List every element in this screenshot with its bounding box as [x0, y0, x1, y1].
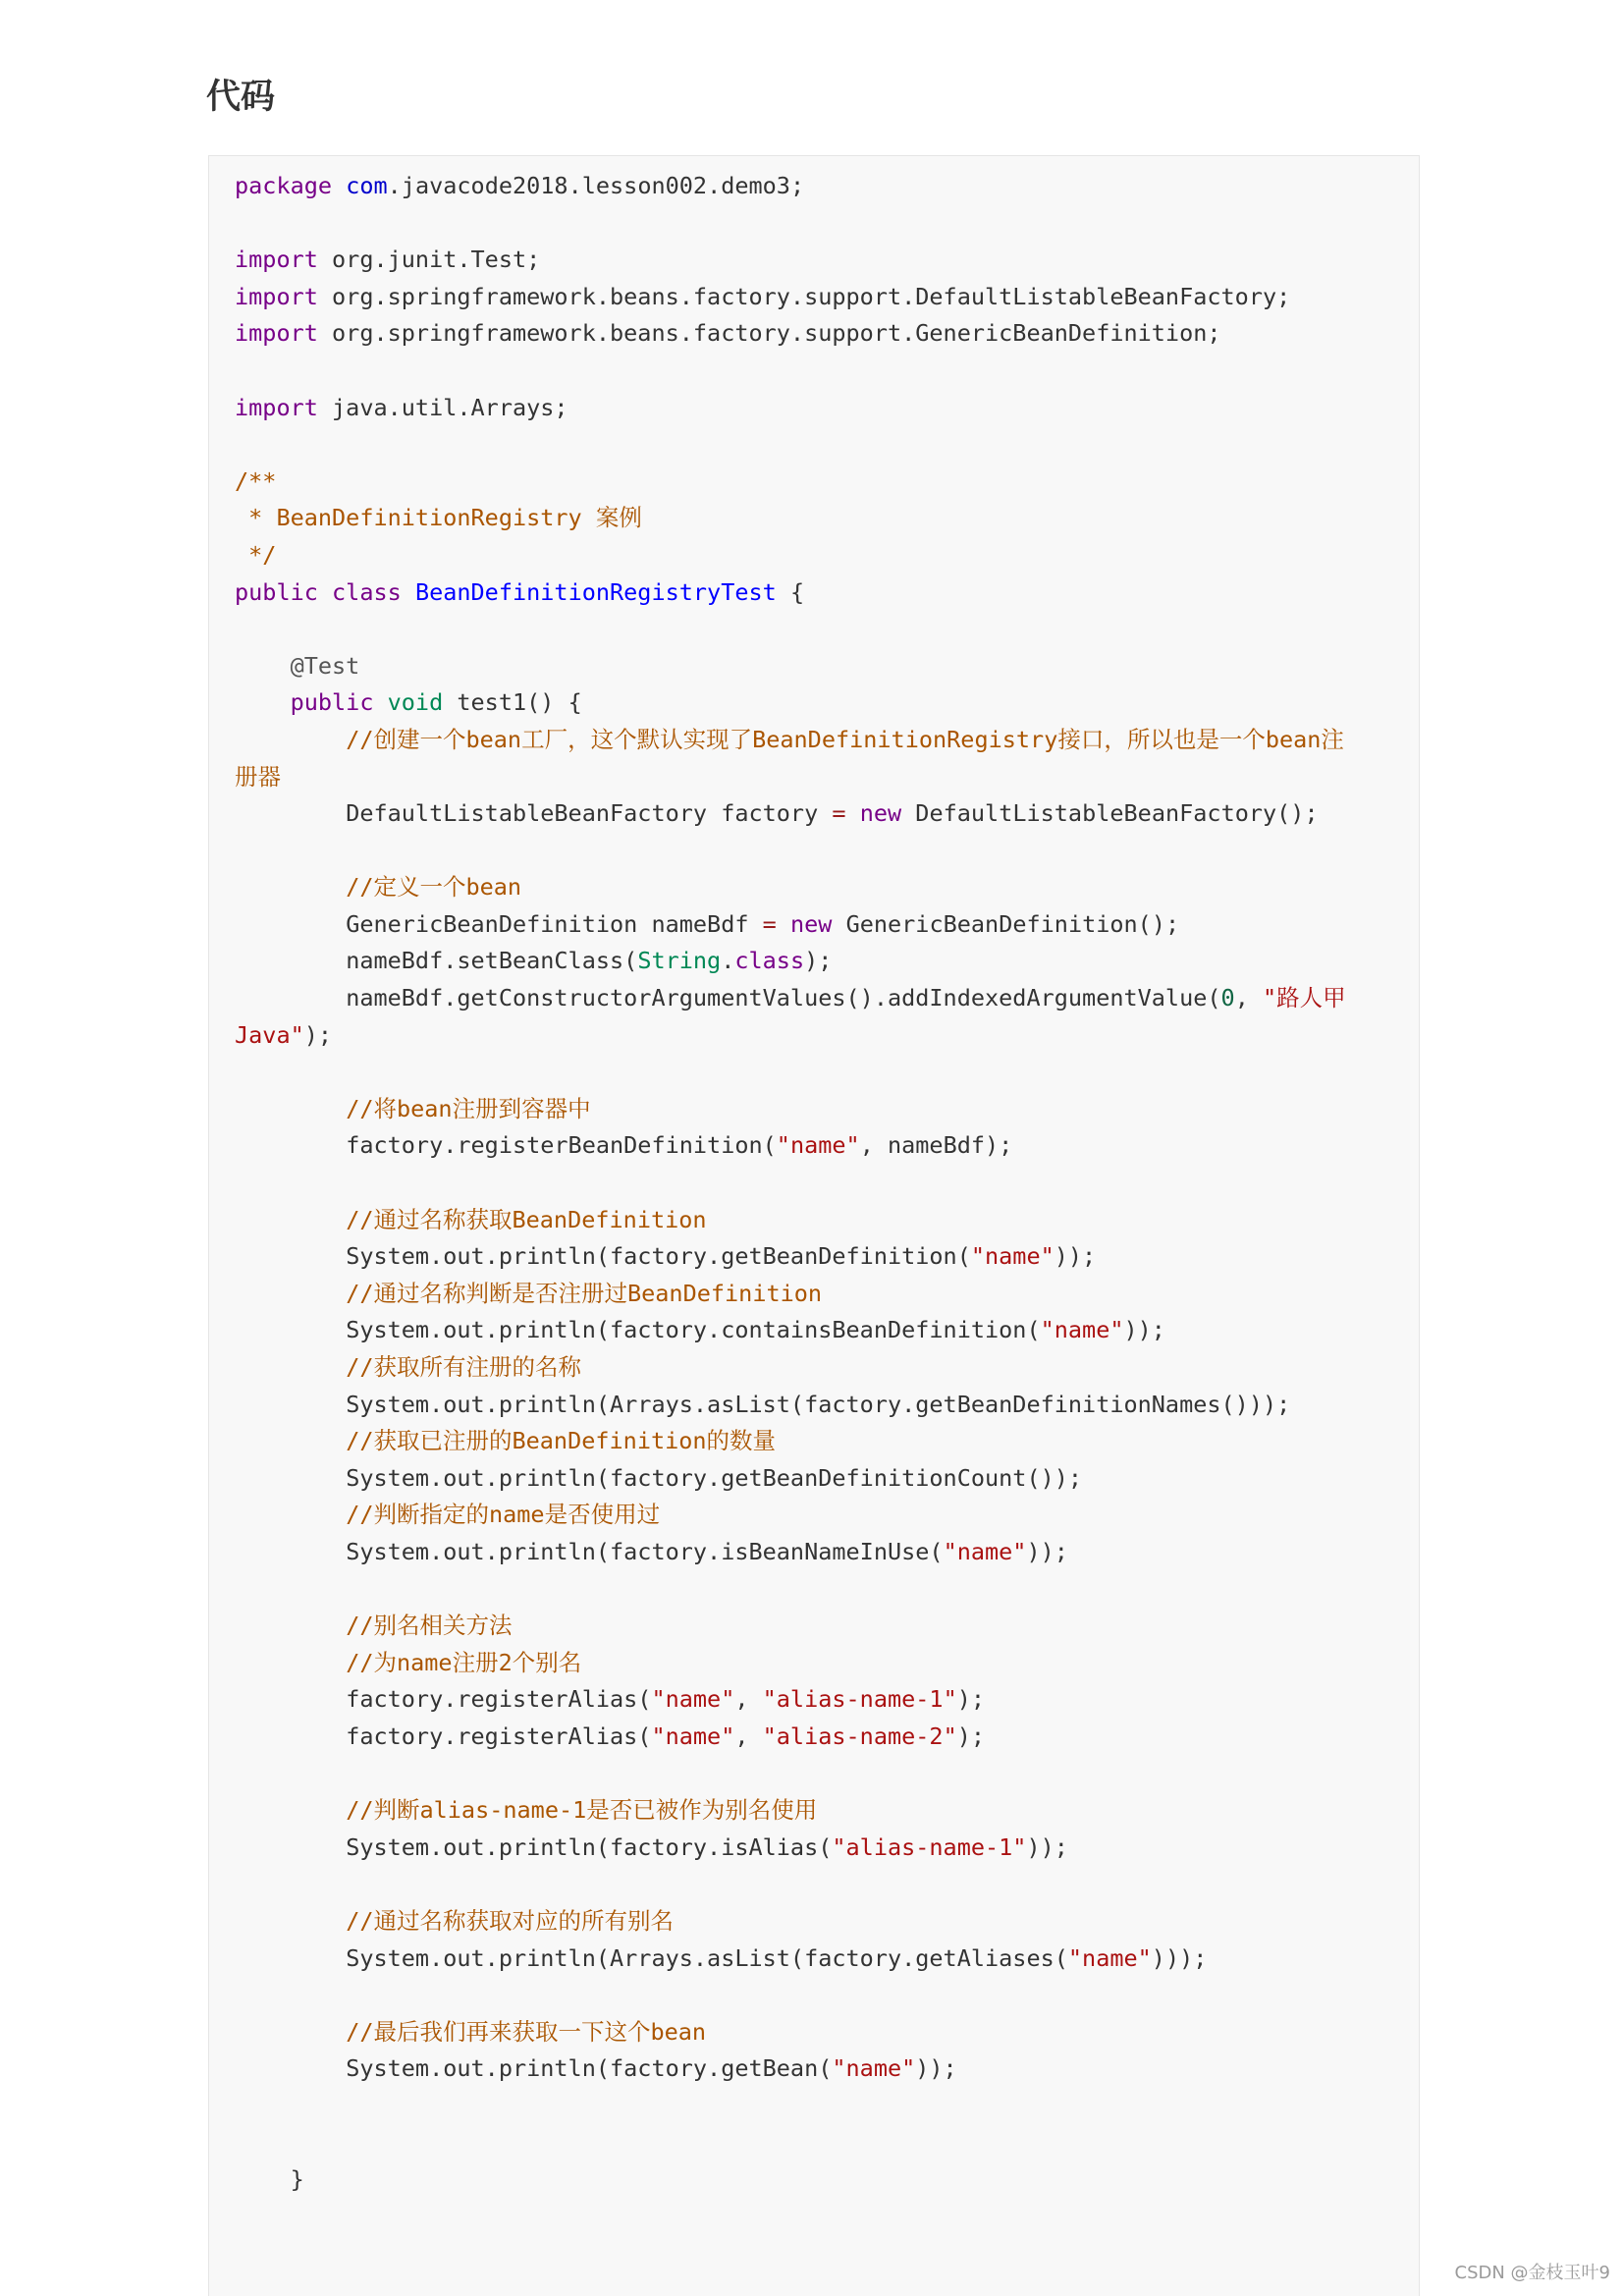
- comment: //通过名称获取BeanDefinition: [346, 1205, 707, 1233]
- code-text: nameBdf.getConstructorArgumentValues().addIndexedArgumentValue(: [346, 984, 1221, 1012]
- watermark: CSDN @金枝玉叶9: [1454, 2263, 1610, 2283]
- comment: //判断指定的name是否使用过: [346, 1501, 661, 1529]
- code-line: [235, 1719, 1403, 1756]
- code-line: [235, 500, 1403, 537]
- code-line: [235, 795, 1403, 833]
- code-line: [235, 722, 1403, 759]
- code-text: System.out.println(factory.containsBeanDefinition(: [346, 1316, 1041, 1344]
- type-keyword: void: [387, 688, 444, 717]
- keyword: new: [859, 799, 902, 828]
- package-root: com: [346, 172, 388, 199]
- code-text: ));: [1026, 1537, 1068, 1565]
- code-text: org.springframework.beans.factory.support.GenericBeanDefinition;: [317, 319, 1221, 348]
- code-line: [235, 315, 1403, 353]
- section-heading: 代码: [206, 78, 276, 117]
- code-line-blank: [235, 353, 1403, 390]
- code-text: )));: [1151, 1943, 1208, 1972]
- code-line: [235, 980, 1403, 1017]
- code-line: [235, 574, 1403, 612]
- code-line: [235, 1312, 1403, 1349]
- string-literal: "name": [651, 1685, 735, 1714]
- keyword: public: [290, 688, 374, 717]
- comment: * BeanDefinitionRegistry 案例: [235, 504, 642, 532]
- string-literal: "alias-name-2": [762, 1722, 957, 1750]
- code-text: System.out.println(factory.getBeanDefinition(: [346, 1242, 971, 1271]
- type-name: String: [637, 947, 722, 975]
- comment: //获取已注册的BeanDefinition的数量: [346, 1427, 777, 1455]
- keyword: import: [235, 393, 318, 421]
- code-block: [208, 155, 1420, 2296]
- code-text: ,: [734, 1685, 763, 1714]
- code-line-blank: [235, 1571, 1403, 1609]
- comment: //别名相关方法: [346, 1612, 513, 1640]
- code-text: System.out.println(factory.getBeanDefinitionCount());: [346, 1463, 1083, 1492]
- code-line: [235, 279, 1403, 316]
- code-line: [235, 242, 1403, 279]
- comment: */: [235, 540, 277, 569]
- code-line-blank: [235, 1054, 1403, 1091]
- code-line-blank: [235, 611, 1403, 648]
- code-line: [235, 537, 1403, 574]
- code-line: [235, 1423, 1403, 1460]
- string-literal: "name": [1040, 1316, 1124, 1344]
- code-text: ,: [1234, 984, 1263, 1012]
- string-literal: "name": [970, 1242, 1054, 1271]
- code-line: [235, 1127, 1403, 1165]
- code-text: ));: [915, 2054, 957, 2083]
- string-literal: "alias-name-1": [762, 1685, 957, 1714]
- comment: //通过名称判断是否注册过BeanDefinition: [346, 1279, 823, 1307]
- code-text: );: [804, 947, 833, 975]
- comment: //创建一个bean工厂，这个默认实现了BeanDefinitionRegistry接口，所以也是一个bean注: [346, 725, 1344, 753]
- keyword: public class: [235, 577, 402, 606]
- code-text: System.out.println(factory.isAlias(: [346, 1832, 833, 1861]
- code-content: [235, 168, 1403, 2199]
- operator: =: [762, 909, 777, 938]
- code-text: System.out.println(Arrays.asList(factory.getBeanDefinitionNames()));: [346, 1390, 1291, 1418]
- code-text: System.out.println(factory.isBeanNameInUse(: [346, 1537, 944, 1565]
- code-text: factory.registerBeanDefinition(: [346, 1131, 777, 1160]
- comment: //最后我们再来获取一下这个bean: [346, 2017, 707, 2046]
- code-text: nameBdf.setBeanClass(: [346, 947, 638, 975]
- code-text: ));: [1054, 1242, 1097, 1271]
- comment: 册器: [235, 762, 281, 791]
- code-line: [235, 1238, 1403, 1276]
- keyword: package: [235, 172, 333, 199]
- keyword: import: [235, 282, 318, 310]
- code-text: System.out.println(Arrays.asList(factory.getAliases(: [346, 1943, 1068, 1972]
- string-literal: "name": [943, 1537, 1027, 1565]
- code-text: DefaultListableBeanFactory();: [901, 799, 1319, 828]
- code-text: java.util.Arrays;: [317, 393, 568, 421]
- code-line-blank: [235, 2088, 1403, 2125]
- string-literal: "name": [776, 1131, 860, 1160]
- code-text: test1() {: [443, 688, 582, 717]
- code-line-blank: [235, 205, 1403, 243]
- code-text: factory.registerAlias(: [346, 1685, 652, 1714]
- code-text: ,: [734, 1722, 763, 1750]
- code-text: );: [956, 1685, 986, 1714]
- code-line: [235, 1903, 1403, 1941]
- code-line: [235, 648, 1403, 685]
- code-text: }: [290, 2165, 304, 2194]
- code-line-blank: [235, 1977, 1403, 2014]
- code-line: [235, 1349, 1403, 1387]
- code-text: , nameBdf);: [859, 1131, 1013, 1160]
- comment: //将bean注册到容器中: [346, 1094, 591, 1122]
- code-line: [235, 869, 1403, 906]
- code-line: [235, 1830, 1403, 1867]
- code-text: System.out.println(factory.getBean(: [346, 2054, 833, 2083]
- code-line-blank: [235, 1165, 1403, 1202]
- string-literal: "name": [1067, 1943, 1152, 1972]
- operator: =: [832, 799, 846, 828]
- code-line: [235, 1460, 1403, 1498]
- code-line: [235, 906, 1403, 944]
- keyword: new: [789, 909, 833, 938]
- code-line: [235, 1681, 1403, 1719]
- code-line-blank: [235, 1866, 1403, 1903]
- keyword: class: [734, 947, 805, 975]
- code-text: GenericBeanDefinition();: [832, 909, 1180, 938]
- code-text: .: [721, 947, 735, 975]
- keyword: import: [235, 246, 318, 274]
- comment: /**: [235, 466, 277, 495]
- code-line: [235, 1792, 1403, 1830]
- code-line: [235, 168, 1403, 205]
- code-line: [235, 2014, 1403, 2051]
- code-line: [235, 390, 1403, 427]
- string-literal: "name": [832, 2054, 916, 2083]
- code-line: [235, 1497, 1403, 1534]
- code-line: [235, 1387, 1403, 1424]
- comment: //判断alias-name-1是否已被作为别名使用: [346, 1796, 818, 1825]
- code-line: [235, 943, 1403, 980]
- code-text: GenericBeanDefinition nameBdf: [346, 909, 749, 938]
- keyword: import: [235, 319, 318, 348]
- string-literal: "alias-name-1": [832, 1832, 1027, 1861]
- code-line: [235, 2161, 1403, 2199]
- code-line: [235, 464, 1403, 501]
- code-line-blank: [235, 2124, 1403, 2161]
- code-line-blank: [235, 1756, 1403, 1793]
- comment: //获取所有注册的名称: [346, 1353, 581, 1381]
- code-line: [235, 1276, 1403, 1313]
- code-text: .javacode2018.lesson002.demo3;: [387, 172, 805, 199]
- code-text: ));: [1026, 1832, 1068, 1861]
- comment: //为name注册2个别名: [346, 1648, 582, 1676]
- annotation: @Test: [290, 651, 360, 680]
- code-line-blank: [235, 426, 1403, 464]
- comment: //定义一个bean: [346, 873, 522, 902]
- comment: //通过名称获取对应的所有别名: [346, 1906, 674, 1935]
- code-text: {: [776, 577, 805, 606]
- code-line: [235, 1091, 1403, 1128]
- code-line: [235, 1017, 1403, 1055]
- code-line: [235, 1202, 1403, 1239]
- code-text: org.springframework.beans.factory.support.DefaultListableBeanFactory;: [317, 282, 1291, 310]
- code-text: factory.registerAlias(: [346, 1722, 652, 1750]
- code-line: [235, 759, 1403, 796]
- string-literal: "路人甲: [1262, 984, 1346, 1012]
- code-line: [235, 1608, 1403, 1645]
- string-literal: Java": [235, 1020, 304, 1049]
- class-name: BeanDefinitionRegistryTest: [414, 577, 777, 606]
- code-text: org.junit.Test;: [317, 246, 541, 274]
- code-text: );: [303, 1020, 333, 1049]
- code-text: );: [956, 1722, 986, 1750]
- code-line: [235, 1645, 1403, 1682]
- code-line: [235, 2050, 1403, 2088]
- code-text: DefaultListableBeanFactory factory: [346, 799, 819, 828]
- string-literal: "name": [651, 1722, 735, 1750]
- code-line: [235, 1534, 1403, 1571]
- number-literal: 0: [1220, 984, 1235, 1012]
- code-line-blank: [235, 833, 1403, 870]
- code-line: [235, 684, 1403, 722]
- code-line: [235, 1941, 1403, 1978]
- code-text: ));: [1123, 1316, 1165, 1344]
